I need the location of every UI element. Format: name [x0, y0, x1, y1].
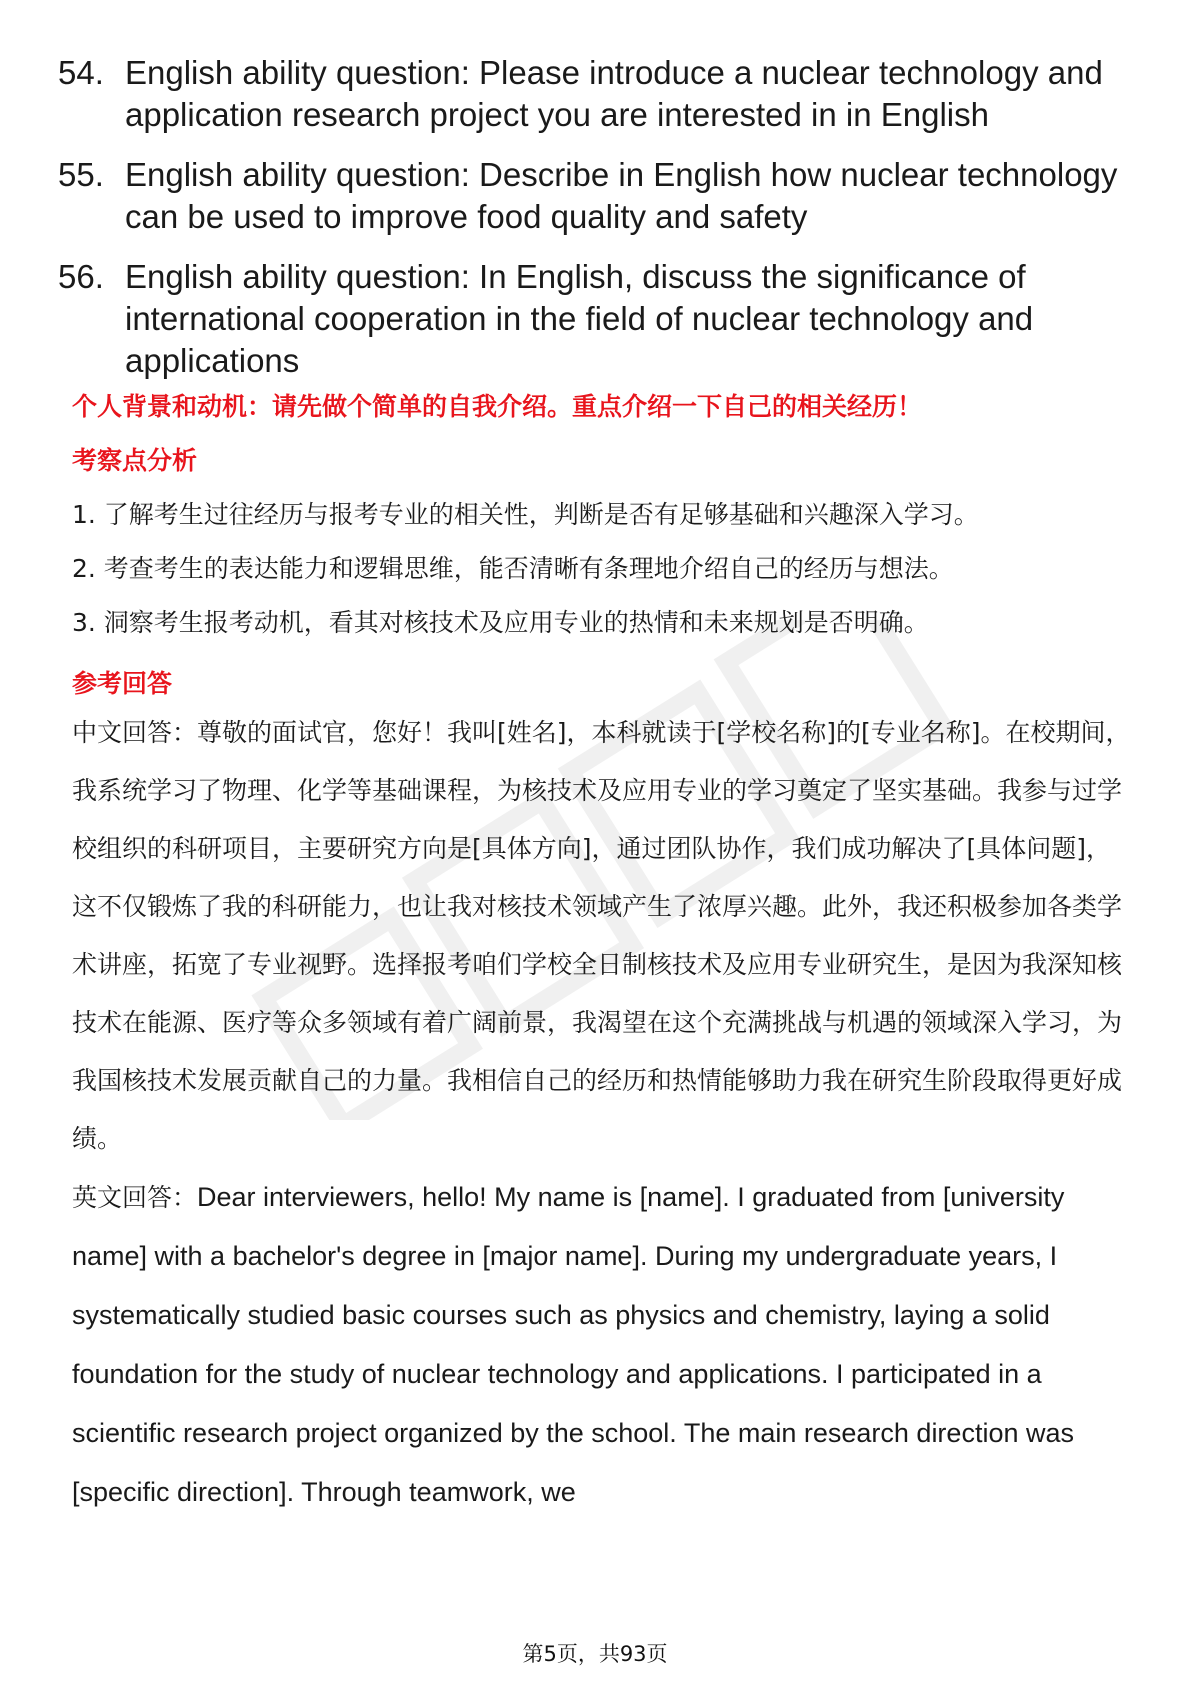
question-number: 55. — [58, 156, 104, 193]
question-text: English ability question: Please introduce a nuclear technology and application research project you are interested in in English — [125, 54, 1103, 133]
english-answer — [72, 1168, 1132, 1522]
english-answer-text: Dear interviewers, hello! My name is [name]. I graduated from [university name] with a bachelor's degree in [major name]. During my undergraduate years, I systematically studied basic courses such as physics and chemistry, laying a solid foundation for the study of nuclear technology and applications. I participated in a scientific research project organized by the school. The main research direction was [specific direction]. Through teamwork, we — [72, 1182, 1074, 1507]
chinese-answer-label: 中文回答： — [72, 718, 198, 747]
question-text: English ability question: Describe in English how nuclear technology can be used to improve food quality and safety — [125, 156, 1118, 235]
reference-heading: 参考回答 — [72, 669, 173, 698]
chinese-answer — [72, 704, 1132, 1168]
chinese-answer-text: 尊敬的面试官，您好！我叫[姓名]，本科就读于[学校名称]的[专业名称]。在校期间，我系统学习了物理、化学等基础课程，为核技术及应用专业的学习奠定了坚实基础。我参与过学校组织的科研项目，主要研究方向是[具体方向]，通过团队协作，我们成功解决了[具体问题]，这不仅锻炼了我的科研能力，也让我对核技术领域产生了浓厚兴趣。此外，我还积极参加各类学术讲座，拓宽了专业视野。选择报考咱们学校全日制核技术及应用专业研究生，是因为我深知核技术在能源、医疗等众多领域有着广阔前景，我渴望在这个充满挑战与机遇的领域深入学习，为我国核技术发展贡献自己的力量。我相信自己的经历和热情能够助力我在研究生阶段取得更好成绩。 — [72, 718, 1131, 1153]
question-number: 54. — [58, 54, 104, 91]
analysis-point: 1. 了解考生过往经历与报考专业的相关性，判断是否有足够基础和兴趣深入学习。 — [72, 500, 979, 529]
analysis-point: 3. 洞察考生报考动机，看其对核技术及应用专业的热情和未来规划是否明确。 — [72, 608, 929, 637]
analysis-section — [72, 444, 1132, 640]
question-number: 56. — [58, 258, 104, 295]
page-footer: 第5页，共93页 — [522, 1642, 668, 1666]
main-question-section — [72, 390, 1132, 424]
reference-answer-section — [72, 667, 1132, 1522]
list-item — [58, 256, 1138, 382]
analysis-heading: 考察点分析 — [72, 446, 198, 475]
english-answer-label: 英文回答： — [72, 1183, 198, 1212]
list-item — [58, 52, 1138, 136]
list-item — [58, 154, 1138, 238]
main-question-title: 个人背景和动机：请先做个简单的自我介绍。重点介绍一下自己的相关经历！ — [72, 392, 923, 421]
question-list — [58, 52, 1138, 400]
analysis-point: 2. 考查考生的表达能力和逻辑思维，能否清晰有条理地介绍自己的经历与想法。 — [72, 554, 954, 583]
question-text: English ability question: In English, discuss the significance of international cooperation in the field of nuclear technology and applications — [125, 258, 1034, 379]
